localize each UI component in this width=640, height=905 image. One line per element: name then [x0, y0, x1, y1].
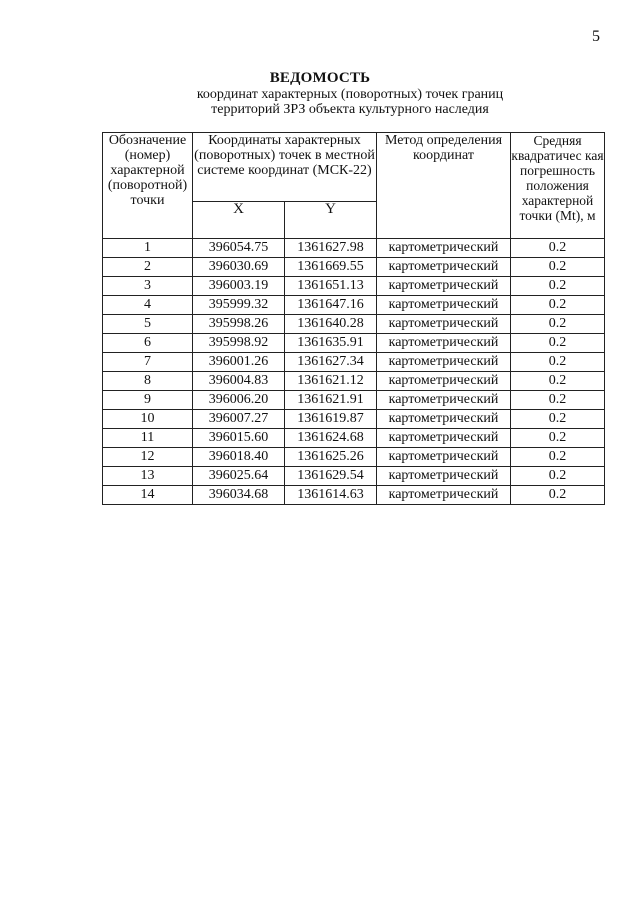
y-coordinate-cell: 1361619.87: [285, 410, 377, 429]
method-cell: картометрический: [377, 296, 511, 315]
table-row: [103, 486, 605, 505]
header-y: Y: [285, 202, 377, 239]
mean-error-cell: 0.2: [511, 429, 605, 448]
mean-error-cell: 0.2: [511, 258, 605, 277]
point-number-cell: 11: [103, 429, 193, 448]
table-row: [103, 239, 605, 258]
y-coordinate-cell: 1361625.26: [285, 448, 377, 467]
header-mean-error: Средняя квадратичес кая погрешность положения характерной точки (Mt), м: [511, 133, 605, 239]
mean-error-cell: 0.2: [511, 277, 605, 296]
table-row: [103, 410, 605, 429]
table-row: [103, 334, 605, 353]
method-cell: картометрический: [377, 410, 511, 429]
point-number-cell: 6: [103, 334, 193, 353]
mean-error-cell: 0.2: [511, 334, 605, 353]
table-row: [103, 296, 605, 315]
y-coordinate-cell: 1361614.63: [285, 486, 377, 505]
table-row: [103, 467, 605, 486]
point-number-cell: 1: [103, 239, 193, 258]
method-cell: картометрический: [377, 334, 511, 353]
method-cell: картометрический: [377, 239, 511, 258]
x-coordinate-cell: 395998.26: [193, 315, 285, 334]
y-coordinate-cell: 1361629.54: [285, 467, 377, 486]
mean-error-cell: 0.2: [511, 353, 605, 372]
document-title: ВЕДОМОСТЬ: [269, 70, 371, 86]
x-coordinate-cell: 396004.83: [193, 372, 285, 391]
document-subtitle-line2: территорий ЗРЗ объекта культурного наследия: [211, 102, 489, 117]
y-coordinate-cell: 1361624.68: [285, 429, 377, 448]
y-coordinate-cell: 1361627.98: [285, 239, 377, 258]
y-coordinate-cell: 1361621.12: [285, 372, 377, 391]
y-coordinate-cell: 1361651.13: [285, 277, 377, 296]
table-row: [103, 353, 605, 372]
point-number-cell: 12: [103, 448, 193, 467]
table-row: [103, 258, 605, 277]
method-cell: картометрический: [377, 429, 511, 448]
y-coordinate-cell: 1361635.91: [285, 334, 377, 353]
method-cell: картометрический: [377, 391, 511, 410]
y-coordinate-cell: 1361669.55: [285, 258, 377, 277]
table-row: [103, 448, 605, 467]
method-cell: картометрический: [377, 448, 511, 467]
y-coordinate-cell: 1361647.16: [285, 296, 377, 315]
header-point-number: Обозначение (номер) характерной (поворотной) точки: [103, 133, 193, 239]
x-coordinate-cell: 396018.40: [193, 448, 285, 467]
x-coordinate-cell: 395999.32: [193, 296, 285, 315]
table-row: [103, 391, 605, 410]
method-cell: картометрический: [377, 353, 511, 372]
table-header: [103, 133, 605, 239]
table-body: [103, 239, 605, 505]
y-coordinate-cell: 1361621.91: [285, 391, 377, 410]
y-coordinate-cell: 1361627.34: [285, 353, 377, 372]
point-number-cell: 7: [103, 353, 193, 372]
x-coordinate-cell: 396003.19: [193, 277, 285, 296]
point-number-cell: 5: [103, 315, 193, 334]
table-row: [103, 277, 605, 296]
mean-error-cell: 0.2: [511, 296, 605, 315]
point-number-cell: 10: [103, 410, 193, 429]
point-number-cell: 4: [103, 296, 193, 315]
mean-error-cell: 0.2: [511, 486, 605, 505]
point-number-cell: 8: [103, 372, 193, 391]
point-number-cell: 9: [103, 391, 193, 410]
x-coordinate-cell: 395998.92: [193, 334, 285, 353]
x-coordinate-cell: 396030.69: [193, 258, 285, 277]
coordinates-table: [102, 132, 605, 505]
method-cell: картометрический: [377, 258, 511, 277]
table-row: [103, 429, 605, 448]
mean-error-cell: 0.2: [511, 391, 605, 410]
x-coordinate-cell: 396034.68: [193, 486, 285, 505]
page-number: 5: [592, 28, 600, 45]
point-number-cell: 3: [103, 277, 193, 296]
method-cell: картометрический: [377, 315, 511, 334]
x-coordinate-cell: 396025.64: [193, 467, 285, 486]
mean-error-cell: 0.2: [511, 448, 605, 467]
method-cell: картометрический: [377, 467, 511, 486]
mean-error-cell: 0.2: [511, 239, 605, 258]
x-coordinate-cell: 396006.20: [193, 391, 285, 410]
y-coordinate-cell: 1361640.28: [285, 315, 377, 334]
x-coordinate-cell: 396015.60: [193, 429, 285, 448]
point-number-cell: 2: [103, 258, 193, 277]
table-row: [103, 372, 605, 391]
table-row: [103, 315, 605, 334]
mean-error-cell: 0.2: [511, 372, 605, 391]
point-number-cell: 13: [103, 467, 193, 486]
header-method: Метод определения координат: [377, 133, 511, 239]
x-coordinate-cell: 396054.75: [193, 239, 285, 258]
header-x: X: [193, 202, 285, 239]
document-heading: [0, 70, 640, 117]
mean-error-cell: 0.2: [511, 410, 605, 429]
method-cell: картометрический: [377, 486, 511, 505]
document-subtitle-line1: координат характерных (поворотных) точек границ: [196, 87, 504, 102]
x-coordinate-cell: 396007.27: [193, 410, 285, 429]
header-row: [103, 133, 605, 202]
mean-error-cell: 0.2: [511, 315, 605, 334]
point-number-cell: 14: [103, 486, 193, 505]
method-cell: картометрический: [377, 372, 511, 391]
mean-error-cell: 0.2: [511, 467, 605, 486]
header-coordinates: Координаты характерных (поворотных) точек в местной системе координат (МСК-22): [193, 133, 377, 202]
x-coordinate-cell: 396001.26: [193, 353, 285, 372]
method-cell: картометрический: [377, 277, 511, 296]
